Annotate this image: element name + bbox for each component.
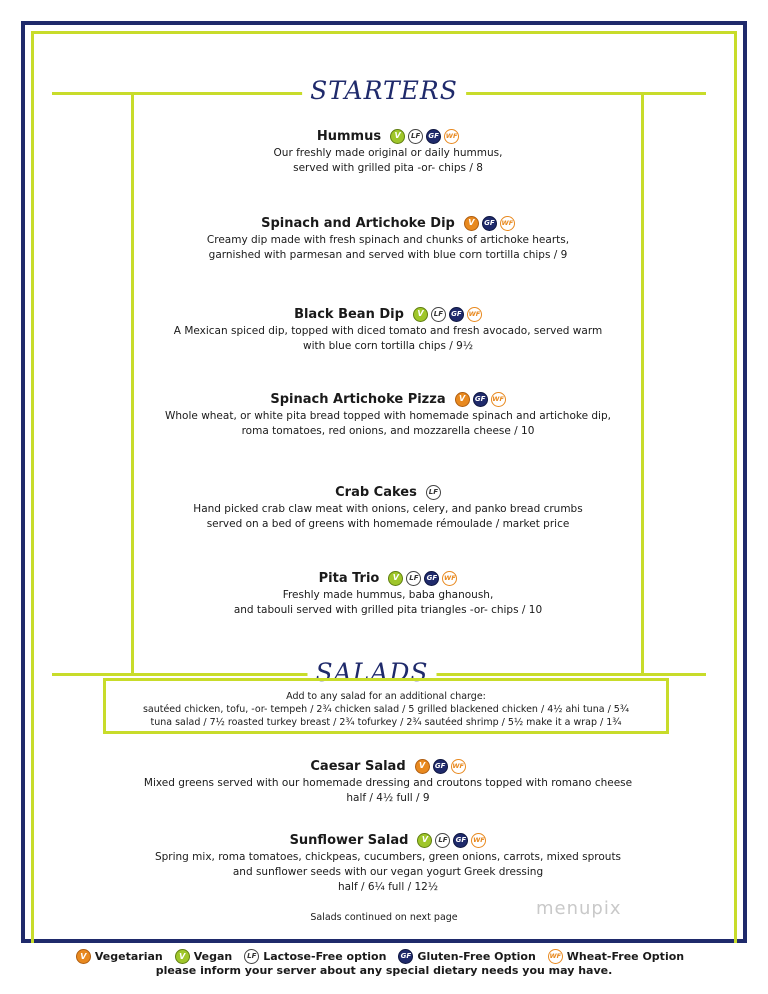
gluten-free-icon: GF	[424, 571, 439, 586]
wheat-free-icon: WF	[451, 759, 466, 774]
legend-vegetarian: Vegetarian	[94, 950, 163, 963]
vegetarian-icon: V	[455, 392, 470, 407]
wheat-free-icon: WF	[500, 216, 515, 231]
menu-item-description: and sunflower seeds with our vegan yogurt Greek dressing	[232, 866, 544, 878]
vegetarian-icon: V	[415, 759, 430, 774]
lactose-free-icon: LF	[435, 833, 450, 848]
dietary-legend	[0, 949, 768, 977]
wheat-free-icon: WF	[467, 307, 482, 322]
gluten-free-icon: GF	[398, 949, 413, 964]
menu-item-name-row	[134, 830, 642, 850]
menu-item	[134, 756, 642, 806]
menu-item-name-row	[134, 482, 642, 502]
gluten-free-icon: GF	[433, 759, 448, 774]
salad-addons-box	[103, 678, 669, 734]
menu-item-description: with blue corn tortilla chips / 9½	[302, 340, 474, 352]
menu-item-description: roma tomatoes, red onions, and mozzarella cheese / 10	[241, 425, 535, 437]
salads-title: SALADS	[307, 658, 436, 687]
legend-note: please inform your server about any special dietary needs you may have.	[155, 964, 613, 977]
gluten-free-icon: GF	[453, 833, 468, 848]
vegetarian-icon: V	[464, 216, 479, 231]
menu-item-description: Whole wheat, or white pita bread topped with homemade spinach and artichoke dip,	[165, 410, 611, 422]
menu-item-name: Caesar Salad	[310, 758, 406, 774]
menu-item-description: Mixed greens served with our homemade dressing and croutons topped with romano cheese	[143, 777, 633, 789]
menu-item-description: served with grilled pita -or- chips / 8	[293, 162, 483, 174]
legend-wheat-free: Wheat-Free Option	[566, 950, 685, 963]
lactose-free-icon: LF	[426, 485, 441, 500]
menu-item-name-row	[134, 389, 642, 409]
wheat-free-icon: WF	[444, 129, 459, 144]
menu-item-name-row	[134, 304, 642, 324]
addons-intro: Add to any salad for an additional charge:	[286, 691, 486, 702]
menu-item-description: Freshly made hummus, baba ghanoush,	[282, 589, 494, 601]
vegan-icon: V	[413, 307, 428, 322]
addons-line: tuna salad / 7½ roasted turkey breast / 2¾ tofurkey / 2¾ sautéed shrimp / 5½ make it a wrap / 1¾	[150, 717, 622, 728]
menu-item	[134, 568, 642, 618]
vegan-icon: V	[417, 833, 432, 848]
menu-item	[134, 389, 642, 439]
menu-item-description: served on a bed of greens with homemade rémoulade / market price	[206, 518, 570, 530]
gluten-free-icon: GF	[426, 129, 441, 144]
menu-item-name-row	[134, 213, 642, 233]
menu-item-description: half / 6¼ full / 12½	[337, 881, 439, 893]
menu-item-description: half / 4½ full / 9	[346, 792, 430, 804]
lactose-free-icon: LF	[244, 949, 259, 964]
legend-gluten-free: Gluten-Free Option	[417, 950, 536, 963]
starters-title: STARTERS	[302, 76, 466, 105]
menu-item-name-row	[134, 568, 642, 588]
vegan-icon: V	[175, 949, 190, 964]
menu-item-name: Pita Trio	[318, 570, 380, 586]
menu-item-name-row	[134, 756, 642, 776]
legend-vegan: Vegan	[193, 950, 233, 963]
gluten-free-icon: GF	[482, 216, 497, 231]
gluten-free-icon: GF	[473, 392, 488, 407]
menu-item	[134, 213, 642, 263]
menu-item-name: Spinach Artichoke Pizza	[270, 391, 446, 407]
legend-row	[0, 949, 768, 964]
menu-item-description: garnished with parmesan and served with blue corn tortilla chips / 9	[208, 249, 568, 261]
menu-item-description: A Mexican spiced dip, topped with diced tomato and fresh avocado, served warm	[173, 325, 603, 337]
lactose-free-icon: LF	[406, 571, 421, 586]
menu-item-description: and tabouli served with grilled pita triangles -or- chips / 10	[233, 604, 543, 616]
continued-note: Salads continued on next page	[310, 912, 458, 923]
menu-item-name: Hummus	[316, 128, 382, 144]
watermark-logo: menupix	[536, 898, 622, 919]
menu-item-description: Our freshly made original or daily hummus,	[273, 147, 503, 159]
wheat-free-icon: WF	[548, 949, 563, 964]
menu-item-name: Crab Cakes	[335, 484, 417, 500]
menu-item-name-row	[134, 126, 642, 146]
menu-item	[134, 830, 642, 895]
menu-item-description: Hand picked crab claw meat with onions, celery, and panko bread crumbs	[193, 503, 583, 515]
gluten-free-icon: GF	[449, 307, 464, 322]
lactose-free-icon: LF	[431, 307, 446, 322]
wheat-free-icon: WF	[491, 392, 506, 407]
menu-item-name: Spinach and Artichoke Dip	[261, 215, 455, 231]
legend-lactose-free: Lactose-Free option	[263, 950, 387, 963]
wheat-free-icon: WF	[442, 571, 457, 586]
vegetarian-icon: V	[76, 949, 91, 964]
menu-item	[134, 482, 642, 532]
menu-item-name: Black Bean Dip	[294, 306, 404, 322]
vegan-icon: V	[388, 571, 403, 586]
menu-item-name: Sunflower Salad	[289, 832, 409, 848]
menu-item-description: Spring mix, roma tomatoes, chickpeas, cucumbers, green onions, carrots, mixed sprouts	[154, 851, 622, 863]
menu-item-description: Creamy dip made with fresh spinach and chunks of artichoke hearts,	[206, 234, 570, 246]
lactose-free-icon: LF	[408, 129, 423, 144]
vegan-icon: V	[390, 129, 405, 144]
menu-item	[134, 304, 642, 354]
addons-line: sautéed chicken, tofu, -or- tempeh / 2¾ chicken salad / 5 grilled blackened chicken / 4½ ahi tuna / 5¾	[142, 704, 630, 715]
menu-item	[134, 126, 642, 176]
wheat-free-icon: WF	[471, 833, 486, 848]
